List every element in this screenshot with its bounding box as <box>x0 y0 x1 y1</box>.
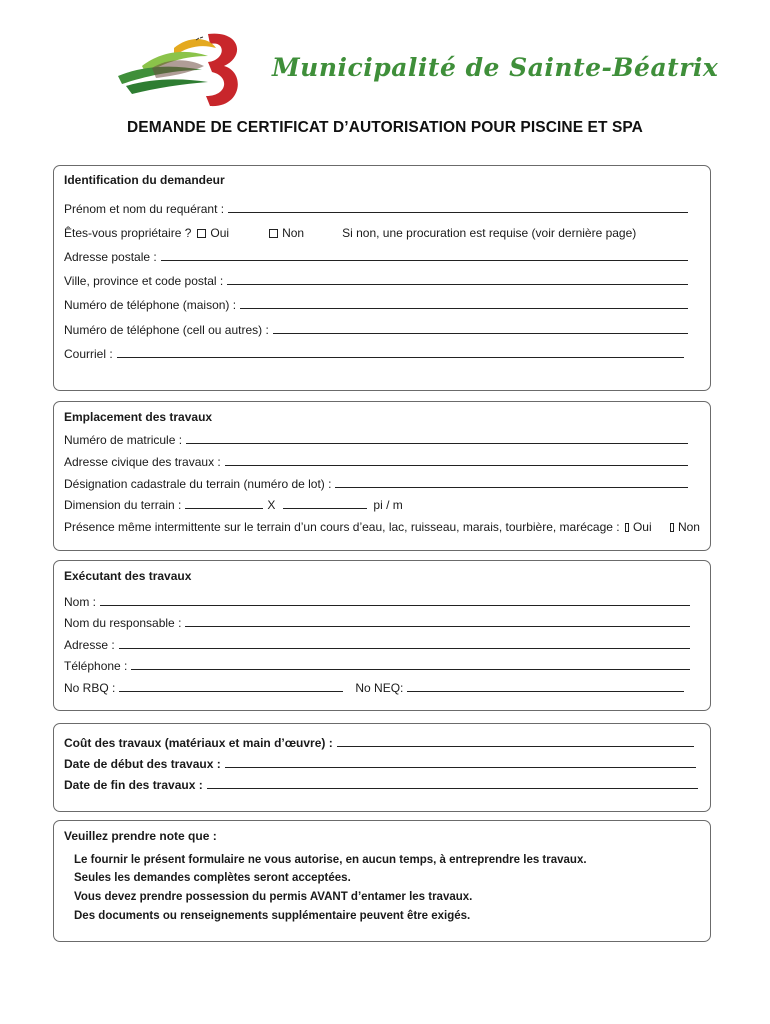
start-date-label: Date de début des travaux : <box>64 757 221 771</box>
rbq-field[interactable] <box>119 690 343 692</box>
location-title: Emplacement des travaux <box>64 410 213 424</box>
cadastral-field[interactable] <box>335 486 688 488</box>
cost-field[interactable] <box>337 745 694 747</box>
note-item: Des documents ou renseignements supplémentaire peuvent être exigés. <box>74 910 471 922</box>
costs-section <box>53 723 711 812</box>
applicant-name-row <box>64 198 688 216</box>
manager-field[interactable] <box>185 625 690 627</box>
contractor-address-field[interactable] <box>119 647 690 649</box>
civic-address-label: Adresse civique des travaux : <box>64 455 221 469</box>
contractor-section <box>53 560 711 711</box>
neq-field[interactable] <box>407 690 684 692</box>
email-field[interactable] <box>117 356 684 358</box>
water-presence-row <box>64 516 700 534</box>
note-item: Seules les demandes complètes seront acceptées. <box>74 872 351 884</box>
notes-title: Veuillez prendre note que : <box>64 829 217 843</box>
cost-label: Coût des travaux (matériaux et main d’œuvre) : <box>64 736 333 750</box>
contractor-phone-label: Téléphone : <box>64 659 128 673</box>
phone-home-row <box>64 294 688 312</box>
dimension-row <box>64 494 688 512</box>
postal-address-row <box>64 246 688 264</box>
contractor-phone-row <box>64 655 690 673</box>
owner-no-checkbox[interactable] <box>269 229 278 238</box>
owner-yes-checkbox[interactable] <box>197 229 206 238</box>
page-header <box>0 0 770 115</box>
end-date-label: Date de fin des travaux : <box>64 778 203 792</box>
matricule-label: Numéro de matricule : <box>64 433 183 447</box>
postal-address-label: Adresse postale : <box>64 250 157 264</box>
neq-label: No NEQ: <box>355 681 404 695</box>
manager-label: Nom du responsable : <box>64 616 182 630</box>
contractor-name-field[interactable] <box>100 604 690 606</box>
dimension-length-field[interactable] <box>283 507 367 509</box>
dimension-width-field[interactable] <box>185 507 263 509</box>
contractor-phone-field[interactable] <box>131 668 690 670</box>
dimension-x-label: X <box>267 498 276 512</box>
phone-home-field[interactable] <box>240 307 688 309</box>
matricule-field[interactable] <box>186 442 688 444</box>
manager-row <box>64 612 690 630</box>
owner-question: Êtes-vous propriétaire ? <box>64 226 192 240</box>
identification-title: Identification du demandeur <box>64 173 225 187</box>
identification-section <box>53 165 711 391</box>
note-item: Le fournir le présent formulaire ne vous autorise, en aucun temps, à entreprendre les travaux. <box>74 854 587 866</box>
municipality-name: Municipalité de Sainte-Béatrix <box>272 53 719 82</box>
municipality-logo <box>112 26 244 112</box>
civic-address-field[interactable] <box>225 464 688 466</box>
civic-address-row <box>64 451 688 469</box>
owner-no-label: Non <box>282 226 305 240</box>
phone-other-field[interactable] <box>273 332 688 334</box>
water-no-label: Non <box>677 520 700 534</box>
owner-note: Si non, une procuration est requise (voir dernière page) <box>342 226 637 240</box>
contractor-title: Exécutant des travaux <box>64 569 192 583</box>
phone-other-row <box>64 319 688 337</box>
end-date-field[interactable] <box>207 787 698 789</box>
owner-yes-label: Oui <box>210 226 230 240</box>
phone-other-label: Numéro de téléphone (cell ou autres) : <box>64 323 269 337</box>
contractor-address-row <box>64 634 690 652</box>
start-date-row <box>64 753 696 771</box>
phone-home-label: Numéro de téléphone (maison) : <box>64 298 237 312</box>
license-row <box>64 677 684 695</box>
applicant-name-field[interactable] <box>228 211 688 213</box>
end-date-row <box>64 774 698 792</box>
city-row <box>64 270 688 288</box>
contractor-address-label: Adresse : <box>64 638 115 652</box>
water-yes-checkbox[interactable] <box>625 523 629 532</box>
matricule-row <box>64 429 688 447</box>
contractor-name-row <box>64 591 690 609</box>
water-presence-label: Présence même intermittente sur le terrain d’un cours d’eau, lac, ruisseau, marais, tourbière, marécage : <box>64 520 620 534</box>
email-label: Courriel : <box>64 347 113 361</box>
dimension-unit-label: pi / m <box>373 498 403 512</box>
city-label: Ville, province et code postal : <box>64 274 224 288</box>
owner-row <box>64 222 688 240</box>
water-no-checkbox[interactable] <box>670 523 674 532</box>
rbq-label: No RBQ : <box>64 681 116 695</box>
cost-row <box>64 732 694 750</box>
location-section <box>53 401 711 551</box>
applicant-name-label: Prénom et nom du requérant : <box>64 202 225 216</box>
postal-address-field[interactable] <box>161 259 688 261</box>
document-title: DEMANDE DE CERTIFICAT D’AUTORISATION POUR PISCINE ET SPA <box>127 119 643 136</box>
note-item: Vous devez prendre possession du permis AVANT d’entamer les travaux. <box>74 891 473 903</box>
city-field[interactable] <box>227 283 688 285</box>
water-yes-label: Oui <box>632 520 652 534</box>
cadastral-label: Désignation cadastrale du terrain (numéro de lot) : <box>64 477 332 491</box>
start-date-field[interactable] <box>225 766 696 768</box>
dimension-label: Dimension du terrain : <box>64 498 182 512</box>
notes-section <box>53 820 711 942</box>
contractor-name-label: Nom : <box>64 595 97 609</box>
email-row <box>64 343 684 361</box>
cadastral-row <box>64 473 688 491</box>
